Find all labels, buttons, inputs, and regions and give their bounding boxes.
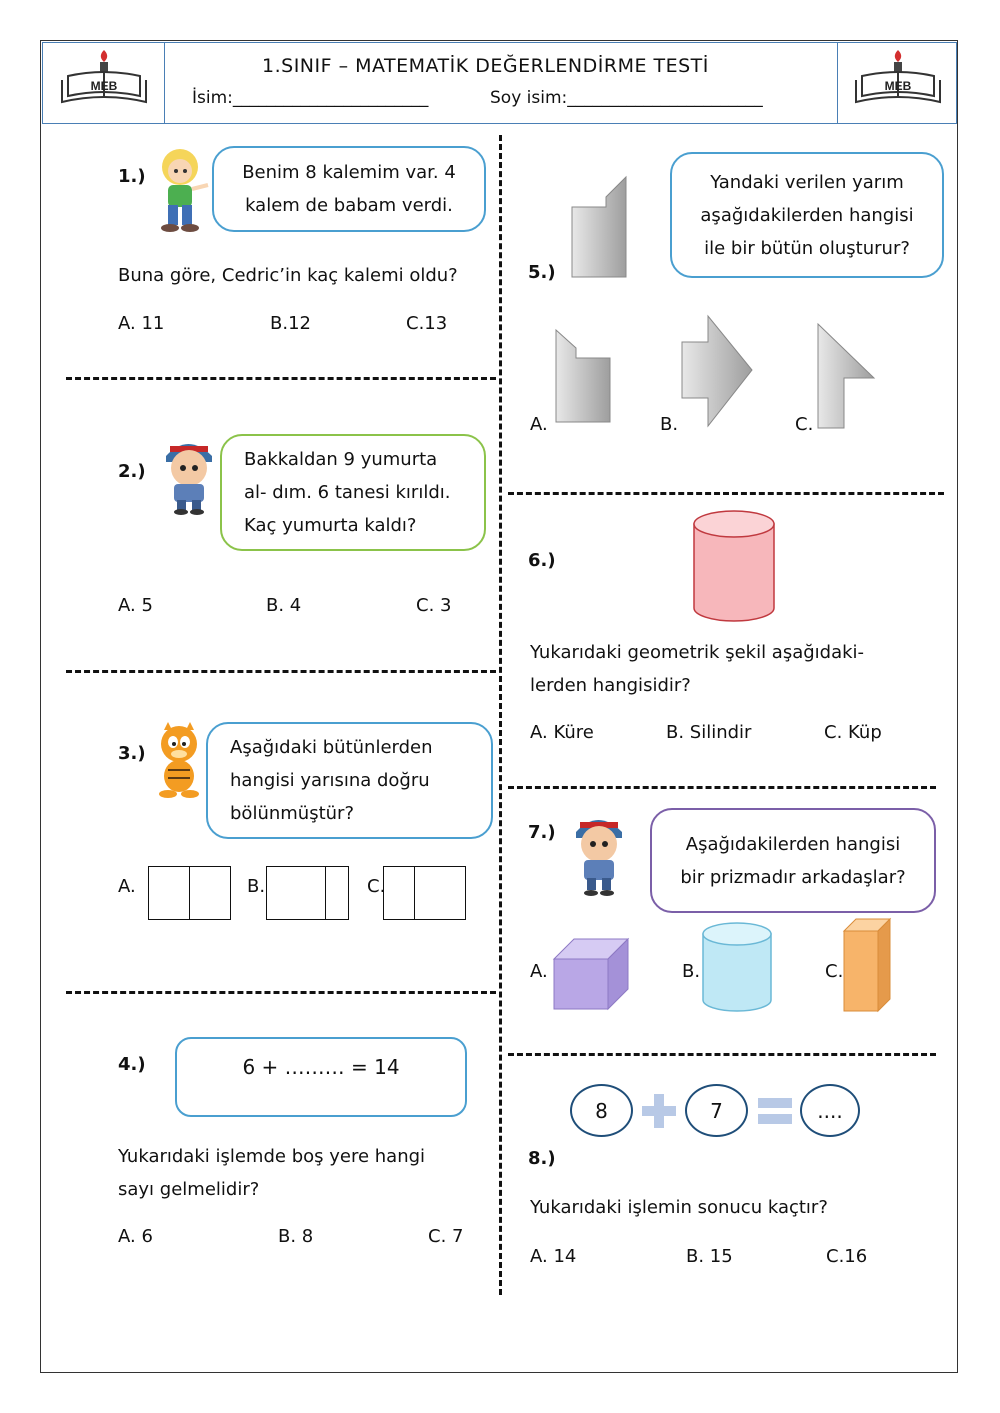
q2-option-a[interactable]: A. 5	[118, 595, 153, 616]
q6-question-line1: Yukarıdaki geometrik şekil aşağıdaki-	[530, 642, 865, 663]
q4-question-line2: sayı gelmelidir?	[118, 1179, 260, 1200]
q3-option-c-split-line	[414, 867, 415, 919]
q2-option-b[interactable]: B. 4	[266, 595, 302, 616]
plus-sign-icon	[642, 1094, 676, 1128]
q8-option-b[interactable]: B. 15	[686, 1246, 733, 1267]
q1-option-b[interactable]: B.12	[270, 313, 311, 334]
q3-option-b-rectangle[interactable]	[266, 866, 349, 920]
page-title: 1.SINIF – MATEMATİK DEĞERLENDİRME TESTİ	[262, 55, 709, 77]
divider-q3-q4	[66, 991, 496, 994]
q5-number: 5.)	[528, 262, 556, 283]
column-divider	[499, 135, 502, 1295]
q7-option-c-prism[interactable]	[842, 917, 894, 1013]
divider-q6-q7	[508, 786, 936, 789]
q8-number-oval-1	[570, 1084, 633, 1137]
q1-bubble-line1: Benim 8 kalemim var. 4	[242, 162, 456, 183]
q7-bubble-line1: Aşağıdakilerden hangisi	[685, 833, 901, 855]
q8-number-1: 8	[595, 1098, 608, 1123]
q2-bubble-line2: al- dım. 6 tanesi kırıldı.	[244, 482, 451, 503]
q2-speech-bubble	[220, 434, 486, 551]
meb-logo-right-icon	[852, 46, 944, 116]
q1-bubble-line2: kalem de babam verdi.	[245, 195, 453, 216]
q6-cylinder-shape	[690, 508, 778, 624]
boy-character-icon	[150, 145, 212, 233]
q6-option-b[interactable]: B. Silindir	[666, 722, 752, 743]
q1-question: Buna göre, Cedric’in kaç kalemi oldu?	[118, 265, 458, 286]
q5-speech-bubble	[670, 152, 944, 278]
q3-option-c-label[interactable]: C.	[367, 876, 386, 897]
q3-option-a-rectangle[interactable]	[148, 866, 231, 920]
q1-option-c[interactable]: C.13	[406, 313, 448, 334]
q7-number: 7.)	[528, 822, 556, 843]
q2-bubble-line1: Bakkaldan 9 yumurta	[244, 449, 438, 470]
q4-equation: 6 + ……… = 14	[242, 1055, 400, 1079]
equals-sign-icon	[758, 1098, 792, 1126]
q5-option-b-shape[interactable]	[680, 314, 754, 430]
meb-logo-right-text: MEB	[884, 79, 912, 93]
q5-bubble-line2: aşağıdakilerden hangisi	[700, 204, 914, 226]
q5-bubble-line3: ile bir bütün oluşturur?	[704, 237, 910, 259]
q7-option-c-label[interactable]: C.	[825, 961, 844, 982]
q4-option-a[interactable]: A. 6	[118, 1226, 153, 1247]
q6-question-line2: lerden hangisidir?	[530, 675, 691, 696]
q8-number: 8.)	[528, 1148, 556, 1169]
pepee-character-icon-q7	[570, 808, 628, 898]
q2-option-c[interactable]: C. 3	[416, 595, 452, 616]
q7-speech-bubble	[650, 808, 936, 913]
q1-option-a[interactable]: A. 11	[118, 313, 165, 334]
q4-option-c[interactable]: C. 7	[428, 1226, 464, 1247]
q3-option-a-label[interactable]: A.	[118, 876, 136, 897]
name-field-label: İsim:_______________________	[192, 88, 429, 108]
pepee-character-icon	[160, 432, 218, 516]
q1-number: 1.)	[118, 166, 146, 187]
divider-q5-q6	[508, 492, 944, 495]
q3-speech-bubble	[206, 722, 493, 839]
q7-option-a-label[interactable]: A.	[530, 961, 548, 982]
q3-bubble-line1: Aşağıdaki bütünlerden	[230, 737, 433, 758]
q5-bubble-line1: Yandaki verilen yarım	[710, 171, 904, 193]
q7-bubble-line2: bir prizmadır arkadaşlar?	[680, 866, 906, 888]
q3-option-b-split-line	[325, 867, 326, 919]
q8-number-2: 7	[710, 1098, 723, 1123]
meb-logo-left-icon	[58, 46, 150, 116]
q3-option-a-split-line	[189, 867, 190, 919]
q8-number-oval-2	[685, 1084, 748, 1137]
q4-equation-box	[175, 1037, 467, 1117]
q4-number: 4.)	[118, 1054, 146, 1075]
q3-bubble-line3: bölünmüştür?	[230, 803, 354, 824]
q7-option-b-label[interactable]: B.	[682, 961, 701, 982]
q4-question-line1: Yukarıdaki işlemde boş yere hangi	[118, 1146, 426, 1167]
q2-number: 2.)	[118, 461, 146, 482]
q5-option-a-shape[interactable]	[552, 328, 614, 426]
q8-result-oval[interactable]	[800, 1084, 860, 1137]
divider-q1-q2	[66, 377, 496, 380]
q6-option-a[interactable]: A. Küre	[530, 722, 594, 743]
q7-option-b-cylinder[interactable]	[700, 920, 774, 1014]
q8-option-a[interactable]: A. 14	[530, 1246, 577, 1267]
garfield-cat-icon	[150, 720, 208, 800]
q5-half-shape	[568, 175, 632, 281]
q2-bubble-line3: Kaç yumurta kaldı?	[244, 515, 417, 536]
q5-option-a-label[interactable]: A.	[530, 414, 548, 435]
q5-option-c-label[interactable]: C.	[795, 414, 814, 435]
q5-option-c-shape[interactable]	[814, 320, 878, 432]
meb-logo-left-text: MEB	[90, 79, 118, 93]
divider-q7-q8	[508, 1053, 936, 1056]
q8-result: ....	[817, 1098, 843, 1123]
q3-number: 3.)	[118, 743, 146, 764]
q6-number: 6.)	[528, 550, 556, 571]
q3-option-b-label[interactable]: B.	[247, 876, 266, 897]
q6-option-c[interactable]: C. Küp	[824, 722, 882, 743]
q3-option-c-rectangle[interactable]	[383, 866, 466, 920]
divider-q2-q3	[66, 670, 496, 673]
q8-option-c[interactable]: C.16	[826, 1246, 868, 1267]
q3-bubble-line2: hangisi yarısına doğru	[230, 770, 430, 791]
q8-question: Yukarıdaki işlemin sonucu kaçtır?	[530, 1197, 828, 1218]
q7-option-a-cube[interactable]	[552, 937, 632, 1011]
q5-option-b-label[interactable]: B.	[660, 414, 679, 435]
surname-field-label: Soy isim:_______________________	[490, 88, 763, 108]
q1-speech-bubble	[212, 146, 486, 232]
q4-option-b[interactable]: B. 8	[278, 1226, 314, 1247]
